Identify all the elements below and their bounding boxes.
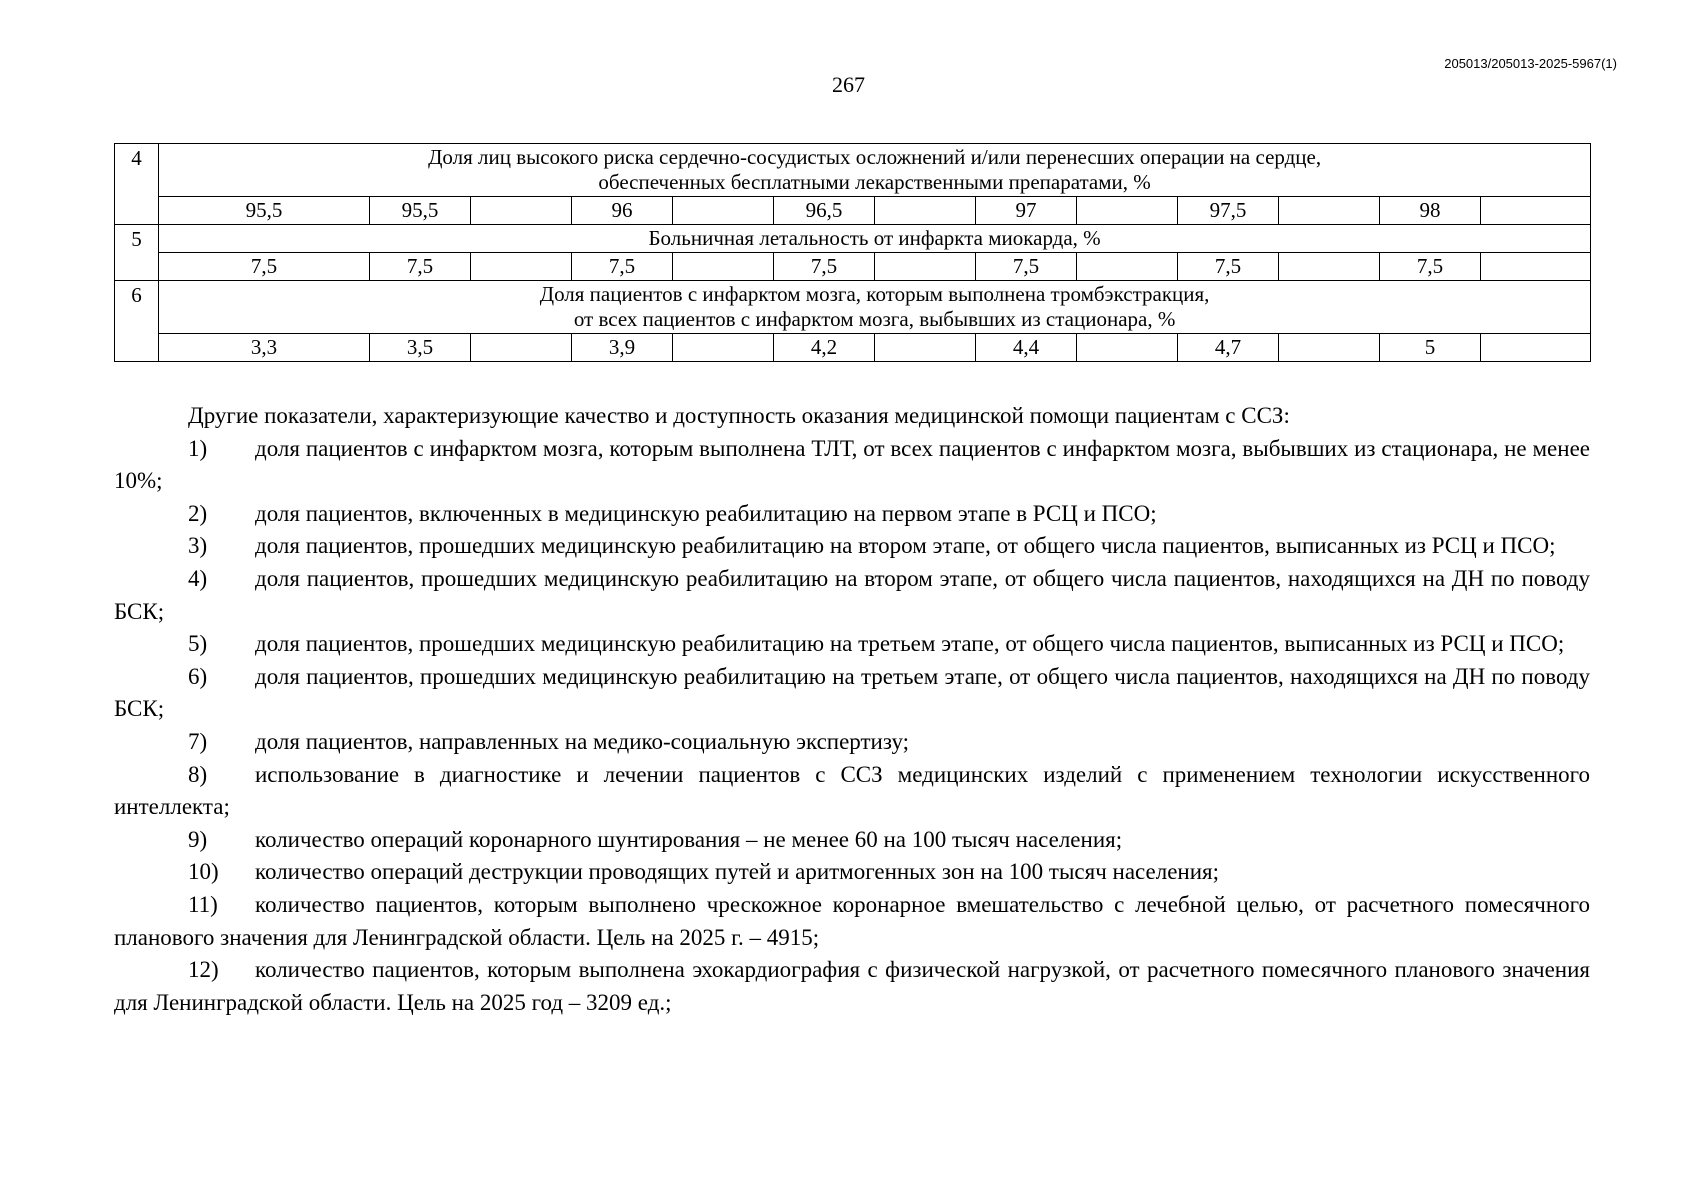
- indicator-value-cell: [1279, 334, 1380, 362]
- list-item-text: количество операций коронарного шунтирования – не менее 60 на 100 тысяч населения;: [255, 826, 1123, 852]
- indicator-value-cell: 96: [572, 197, 673, 225]
- indicator-values-row: [115, 197, 1591, 225]
- indicator-value-cell: 7,5: [976, 253, 1077, 281]
- indicator-value-cell: [471, 253, 572, 281]
- list-item-marker: 5): [188, 631, 208, 657]
- list-item-text: доля пациентов с инфарктом мозга, которым выполнена ТЛТ, от всех пациентов с инфарктом мозга, выбывших из стационара, не менее 10%;: [114, 435, 1590, 494]
- list-item-text: доля пациентов, прошедших медицинскую реабилитацию на втором этапе, от общего числа пациентов, выписанных из РСЦ и ПСО;: [255, 533, 1556, 559]
- indicator-value-cell: 97: [976, 197, 1077, 225]
- list-item-text: количество пациентов, которым выполнено чрескожное коронарное вмешательство с лечебной целью, от расчетного помесячного планового значения для Ленинградской области. Цель на 2025 г. – 4915;: [114, 891, 1590, 950]
- list-item-text: количество операций деструкции проводящих путей и аритмогенных зон на 100 тысяч населения;: [255, 859, 1220, 885]
- indicator-list-item: [114, 889, 1590, 954]
- indicator-title-row: [115, 144, 1591, 197]
- indicator-value-cell: 7,5: [1178, 253, 1279, 281]
- list-item-marker: 6): [188, 663, 208, 689]
- indicator-value-cell: 95,5: [159, 197, 370, 225]
- indicator-list-item: [114, 726, 1590, 759]
- indicator-value-cell: [1481, 253, 1591, 281]
- indicator-title-line: от всех пациентов с инфарктом мозга, выбывших из стационара, %: [573, 307, 1176, 331]
- list-item-text: количество пациентов, которым выполнена эхокардиография с физической нагрузкой, от расчетного помесячного планового значения для Ленинградской области. Цель на 2025 год – 3209 ед.;: [114, 957, 1590, 1015]
- indicator-value-cell: 7,5: [370, 253, 471, 281]
- list-item-marker: 7): [188, 728, 208, 754]
- indicator-value-cell: [673, 334, 774, 362]
- indicator-value-cell: 97,5: [1178, 197, 1279, 225]
- indicators-intro: Другие показатели, характеризующие качество и доступность оказания медицинской помощи пациентам с ССЗ:: [188, 403, 1290, 428]
- indicator-value-cell: 3,9: [572, 334, 673, 362]
- indicator-value-cell: 7,5: [774, 253, 875, 281]
- indicator-value-cell: [471, 334, 572, 362]
- list-item-text: доля пациентов, включенных в медицинскую реабилитацию на первом этапе в РСЦ и ПСО;: [255, 500, 1157, 526]
- indicator-value-cell: 98: [1380, 197, 1481, 225]
- list-item-marker: 8): [188, 761, 208, 787]
- document-code: 205013/205013-2025-5967(1): [1444, 56, 1617, 71]
- indicator-value-cell: 4,2: [774, 334, 875, 362]
- indicator-value-cell: 7,5: [1380, 253, 1481, 281]
- indicator-title-line: Доля лиц высокого риска сердечно-сосудистых осложнений и/или перенесших операции на сердце,: [428, 145, 1322, 169]
- list-item-text: доля пациентов, прошедших медицинскую реабилитацию на третьем этапе, от общего числа пациентов, выписанных из РСЦ и ПСО;: [255, 631, 1565, 657]
- indicator-value-cell: 4,4: [976, 334, 1077, 362]
- indicator-value-cell: [1279, 253, 1380, 281]
- indicator-value-cell: [1279, 197, 1380, 225]
- page-number: 267: [832, 72, 865, 97]
- list-item-marker: 2): [188, 500, 208, 526]
- indicator-list-item: [114, 954, 1590, 1019]
- indicator-number: 5: [115, 225, 159, 281]
- indicator-value-cell: 95,5: [370, 197, 471, 225]
- indicator-value-cell: [471, 197, 572, 225]
- indicator-value-cell: 96,5: [774, 197, 875, 225]
- indicator-title: [159, 225, 1591, 253]
- list-item-marker: 3): [188, 533, 208, 559]
- indicators-list: [114, 433, 1590, 1020]
- indicator-values-row: [115, 253, 1591, 281]
- indicator-value-cell: 7,5: [159, 253, 370, 281]
- indicators-table-body: [115, 144, 1591, 362]
- list-item-marker: 4): [188, 565, 208, 591]
- list-item-text: доля пациентов, прошедших медицинскую реабилитацию на третьем этапе, от общего числа пациентов, находящихся на ДН по поводу БСК;: [114, 663, 1590, 722]
- indicator-value-cell: 4,7: [1178, 334, 1279, 362]
- indicator-list-item: [114, 856, 1590, 889]
- indicator-value-cell: [875, 253, 976, 281]
- indicator-value-cell: [1077, 253, 1178, 281]
- body-text: [114, 400, 1590, 1019]
- list-item-text: использование в диагностике и лечении пациентов с ССЗ медицинских изделий с применением технологии искусственного интеллекта;: [114, 761, 1590, 820]
- indicator-list-item: [114, 530, 1590, 563]
- indicator-title: [159, 281, 1591, 334]
- list-item-marker: 10): [188, 859, 219, 885]
- list-item-marker: 12): [188, 957, 219, 983]
- list-item-marker: 11): [188, 891, 218, 917]
- indicator-value-cell: [875, 197, 976, 225]
- indicator-title-line: Больничная летальность от инфаркта миокарда, %: [648, 226, 1101, 250]
- indicator-value-cell: [1077, 334, 1178, 362]
- indicator-title-row: [115, 225, 1591, 253]
- indicator-title-row: [115, 281, 1591, 334]
- indicator-list-item: [114, 563, 1590, 628]
- indicator-number: 6: [115, 281, 159, 362]
- indicator-title-line: обеспеченных бесплатными лекарственными препаратами, %: [598, 170, 1151, 194]
- indicator-values-row: [115, 334, 1591, 362]
- list-item-marker: 1): [188, 435, 208, 461]
- indicator-value-cell: [1077, 197, 1178, 225]
- list-item-text: доля пациентов, прошедших медицинскую реабилитацию на втором этапе, от общего числа пациентов, находящихся на ДН по поводу БСК;: [114, 565, 1590, 624]
- indicators-table: [114, 143, 1591, 362]
- indicator-value-cell: 3,5: [370, 334, 471, 362]
- list-item-marker: 9): [188, 826, 208, 852]
- indicator-value-cell: 3,3: [159, 334, 370, 362]
- indicator-title: [159, 144, 1591, 197]
- list-item-text: доля пациентов, направленных на медико-социальную экспертизу;: [255, 728, 910, 754]
- indicator-number: 4: [115, 144, 159, 225]
- indicator-list-item: [114, 661, 1590, 726]
- indicator-value-cell: [673, 253, 774, 281]
- indicator-value-cell: [1481, 334, 1591, 362]
- indicator-value-cell: [875, 334, 976, 362]
- indicator-value-cell: [1481, 197, 1591, 225]
- indicator-list-item: [114, 498, 1590, 531]
- indicator-list-item: [114, 628, 1590, 661]
- indicator-value-cell: [673, 197, 774, 225]
- indicator-list-item: [114, 824, 1590, 857]
- indicator-title-line: Доля пациентов с инфарктом мозга, которым выполнена тромбэкстракция,: [539, 282, 1210, 306]
- indicator-value-cell: 5: [1380, 334, 1481, 362]
- indicator-list-item: [114, 433, 1590, 498]
- indicator-list-item: [114, 759, 1590, 824]
- indicator-value-cell: 7,5: [572, 253, 673, 281]
